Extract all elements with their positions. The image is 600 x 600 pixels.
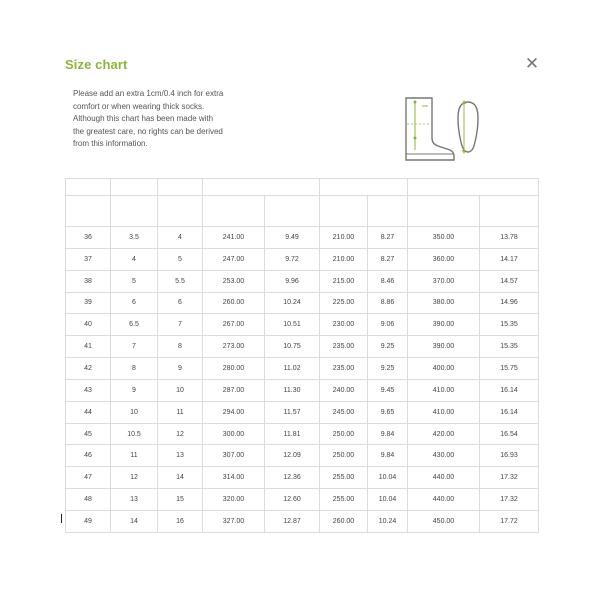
table-cell: 12.60 bbox=[265, 489, 320, 511]
table-cell: 3.5 bbox=[111, 227, 158, 249]
table-cell: 39 bbox=[66, 292, 111, 314]
header-cell bbox=[203, 179, 320, 196]
header-cell bbox=[480, 196, 539, 227]
table-cell: 16.14 bbox=[480, 401, 539, 423]
table-cell: 6.5 bbox=[111, 314, 158, 336]
table-cell: 7 bbox=[111, 336, 158, 358]
table-cell: 48 bbox=[66, 489, 111, 511]
table-cell: 430.00 bbox=[408, 445, 480, 467]
table-cell: 9.96 bbox=[265, 270, 320, 292]
table-cell: 215.00 bbox=[320, 270, 368, 292]
table-cell: 36 bbox=[66, 227, 111, 249]
table-cell: 230.00 bbox=[320, 314, 368, 336]
table-cell: 11.30 bbox=[265, 379, 320, 401]
table-cell: 10.51 bbox=[265, 314, 320, 336]
table-cell: 12.36 bbox=[265, 467, 320, 489]
table-cell: 8.86 bbox=[368, 292, 408, 314]
table-row bbox=[66, 292, 539, 314]
table-cell: 370.00 bbox=[408, 270, 480, 292]
table-cell: 4 bbox=[158, 227, 203, 249]
table-cell: 14.96 bbox=[480, 292, 539, 314]
table-cell: 410.00 bbox=[408, 379, 480, 401]
table-row bbox=[66, 510, 539, 532]
table-cell: 14.17 bbox=[480, 248, 539, 270]
table-cell: 11.02 bbox=[265, 358, 320, 380]
table-cell: 225.00 bbox=[320, 292, 368, 314]
header-cell bbox=[203, 196, 265, 227]
table-cell: 12 bbox=[111, 467, 158, 489]
table-cell: 7 bbox=[158, 314, 203, 336]
size-note bbox=[73, 88, 253, 151]
table-cell: 294.00 bbox=[203, 401, 265, 423]
table-row bbox=[66, 248, 539, 270]
table-cell: 12.87 bbox=[265, 510, 320, 532]
table-cell: 13 bbox=[158, 445, 203, 467]
table-cell: 235.00 bbox=[320, 336, 368, 358]
table-cell: 6 bbox=[158, 292, 203, 314]
table-cell: 45 bbox=[66, 423, 111, 445]
table-cell: 245.00 bbox=[320, 401, 368, 423]
table-row bbox=[66, 270, 539, 292]
note-line: comfort or when wearing thick socks. bbox=[73, 101, 205, 111]
header-cell bbox=[66, 179, 111, 196]
table-cell: 17.32 bbox=[480, 489, 539, 511]
table-cell: 15.35 bbox=[480, 314, 539, 336]
note-line: the greatest care, no rights can be derived bbox=[73, 126, 223, 136]
table-cell: 9.84 bbox=[368, 445, 408, 467]
table-cell: 9.72 bbox=[265, 248, 320, 270]
table-cell: 390.00 bbox=[408, 336, 480, 358]
note-line: Although this chart has been made with bbox=[73, 114, 214, 124]
table-cell: 10.5 bbox=[111, 423, 158, 445]
table-cell: 247.00 bbox=[203, 248, 265, 270]
table-row bbox=[66, 489, 539, 511]
table-cell: 8.46 bbox=[368, 270, 408, 292]
table-cell: 440.00 bbox=[408, 467, 480, 489]
table-row bbox=[66, 227, 539, 249]
table-cell: 10 bbox=[111, 401, 158, 423]
table-cell: 273.00 bbox=[203, 336, 265, 358]
table-cell: 9.25 bbox=[368, 358, 408, 380]
table-cell: 46 bbox=[66, 445, 111, 467]
table-cell: 9.06 bbox=[368, 314, 408, 336]
table-cell: 6 bbox=[111, 292, 158, 314]
table-cell: 37 bbox=[66, 248, 111, 270]
table-cell: 9 bbox=[158, 358, 203, 380]
header-cell bbox=[66, 196, 111, 227]
table-row bbox=[66, 314, 539, 336]
note-line: from this information. bbox=[73, 139, 148, 149]
table-cell: 350.00 bbox=[408, 227, 480, 249]
table-cell: 360.00 bbox=[408, 248, 480, 270]
table-cell: 9.65 bbox=[368, 401, 408, 423]
table-row bbox=[66, 401, 539, 423]
table-cell: 390.00 bbox=[408, 314, 480, 336]
table-cell: 9.84 bbox=[368, 423, 408, 445]
table-cell: 320.00 bbox=[203, 489, 265, 511]
table-cell: 16 bbox=[158, 510, 203, 532]
table-cell: 10.75 bbox=[265, 336, 320, 358]
table-cell: 16.93 bbox=[480, 445, 539, 467]
table-cell: 4 bbox=[111, 248, 158, 270]
table-cell: 12 bbox=[158, 423, 203, 445]
close-icon[interactable]: ✕ bbox=[524, 54, 540, 73]
table-cell: 10.04 bbox=[368, 489, 408, 511]
table-cell: 17.32 bbox=[480, 467, 539, 489]
table-cell: 440.00 bbox=[408, 489, 480, 511]
size-table bbox=[65, 178, 539, 533]
table-cell: 327.00 bbox=[203, 510, 265, 532]
table-row bbox=[66, 379, 539, 401]
table-cell: 15 bbox=[158, 489, 203, 511]
table-cell: 260.00 bbox=[320, 510, 368, 532]
table-cell: 380.00 bbox=[408, 292, 480, 314]
table-cell: 235.00 bbox=[320, 358, 368, 380]
header-cell bbox=[320, 196, 368, 227]
table-cell: 300.00 bbox=[203, 423, 265, 445]
header-cell bbox=[111, 179, 158, 196]
header-cell bbox=[320, 179, 408, 196]
table-cell: 9 bbox=[111, 379, 158, 401]
table-cell: 12.09 bbox=[265, 445, 320, 467]
table-cell: 14 bbox=[158, 467, 203, 489]
table-cell: 9.25 bbox=[368, 336, 408, 358]
table-cell: 8 bbox=[158, 336, 203, 358]
table-cell: 42 bbox=[66, 358, 111, 380]
header-cell bbox=[111, 196, 158, 227]
table-cell: 41 bbox=[66, 336, 111, 358]
table-cell: 210.00 bbox=[320, 248, 368, 270]
table-cell: 5 bbox=[158, 248, 203, 270]
table-cell: 14.57 bbox=[480, 270, 539, 292]
header-cell bbox=[368, 196, 408, 227]
table-cell: 420.00 bbox=[408, 423, 480, 445]
table-cell: 307.00 bbox=[203, 445, 265, 467]
table-cell: 11.81 bbox=[265, 423, 320, 445]
table-cell: 280.00 bbox=[203, 358, 265, 380]
table-cell: 255.00 bbox=[320, 467, 368, 489]
table-cell: 10.24 bbox=[368, 510, 408, 532]
table-cell: 9.45 bbox=[368, 379, 408, 401]
table-cell: 9.49 bbox=[265, 227, 320, 249]
table-cell: 253.00 bbox=[203, 270, 265, 292]
header-cell bbox=[408, 196, 480, 227]
table-cell: 14 bbox=[111, 510, 158, 532]
table-header-row bbox=[66, 196, 539, 227]
table-row bbox=[66, 336, 539, 358]
table-cell: 10 bbox=[158, 379, 203, 401]
text-cursor bbox=[61, 514, 62, 523]
boot-size-diagram-icon bbox=[398, 94, 488, 164]
table-cell: 49 bbox=[66, 510, 111, 532]
table-cell: 17.72 bbox=[480, 510, 539, 532]
table-cell: 10.24 bbox=[265, 292, 320, 314]
table-header-row bbox=[66, 179, 539, 196]
table-cell: 255.00 bbox=[320, 489, 368, 511]
table-cell: 11 bbox=[111, 445, 158, 467]
header-cell bbox=[265, 196, 320, 227]
table-cell: 241.00 bbox=[203, 227, 265, 249]
table-cell: 10.04 bbox=[368, 467, 408, 489]
table-cell: 11.57 bbox=[265, 401, 320, 423]
table-cell: 5 bbox=[111, 270, 158, 292]
table-cell: 8 bbox=[111, 358, 158, 380]
table-cell: 16.14 bbox=[480, 379, 539, 401]
table-cell: 260.00 bbox=[203, 292, 265, 314]
table-cell: 410.00 bbox=[408, 401, 480, 423]
table-row bbox=[66, 423, 539, 445]
table-cell: 43 bbox=[66, 379, 111, 401]
table-cell: 38 bbox=[66, 270, 111, 292]
table-cell: 267.00 bbox=[203, 314, 265, 336]
table-cell: 11 bbox=[158, 401, 203, 423]
table-row bbox=[66, 358, 539, 380]
table-cell: 16.54 bbox=[480, 423, 539, 445]
table-cell: 450.00 bbox=[408, 510, 480, 532]
table-row bbox=[66, 467, 539, 489]
table-cell: 250.00 bbox=[320, 445, 368, 467]
table-cell: 13.78 bbox=[480, 227, 539, 249]
header-cell bbox=[158, 196, 203, 227]
table-cell: 287.00 bbox=[203, 379, 265, 401]
table-row bbox=[66, 445, 539, 467]
table-cell: 15.75 bbox=[480, 358, 539, 380]
table-cell: 400.00 bbox=[408, 358, 480, 380]
table-cell: 15.35 bbox=[480, 336, 539, 358]
table-cell: 8.27 bbox=[368, 227, 408, 249]
table-cell: 13 bbox=[111, 489, 158, 511]
table-cell: 314.00 bbox=[203, 467, 265, 489]
table-cell: 40 bbox=[66, 314, 111, 336]
header-cell bbox=[158, 179, 203, 196]
dialog-title: Size chart bbox=[65, 57, 128, 72]
table-cell: 5.5 bbox=[158, 270, 203, 292]
table-cell: 8.27 bbox=[368, 248, 408, 270]
header-cell bbox=[408, 179, 539, 196]
note-line: Please add an extra 1cm/0.4 inch for extra bbox=[73, 89, 224, 98]
table-cell: 240.00 bbox=[320, 379, 368, 401]
table-cell: 210.00 bbox=[320, 227, 368, 249]
table-cell: 44 bbox=[66, 401, 111, 423]
table-cell: 250.00 bbox=[320, 423, 368, 445]
table-cell: 47 bbox=[66, 467, 111, 489]
